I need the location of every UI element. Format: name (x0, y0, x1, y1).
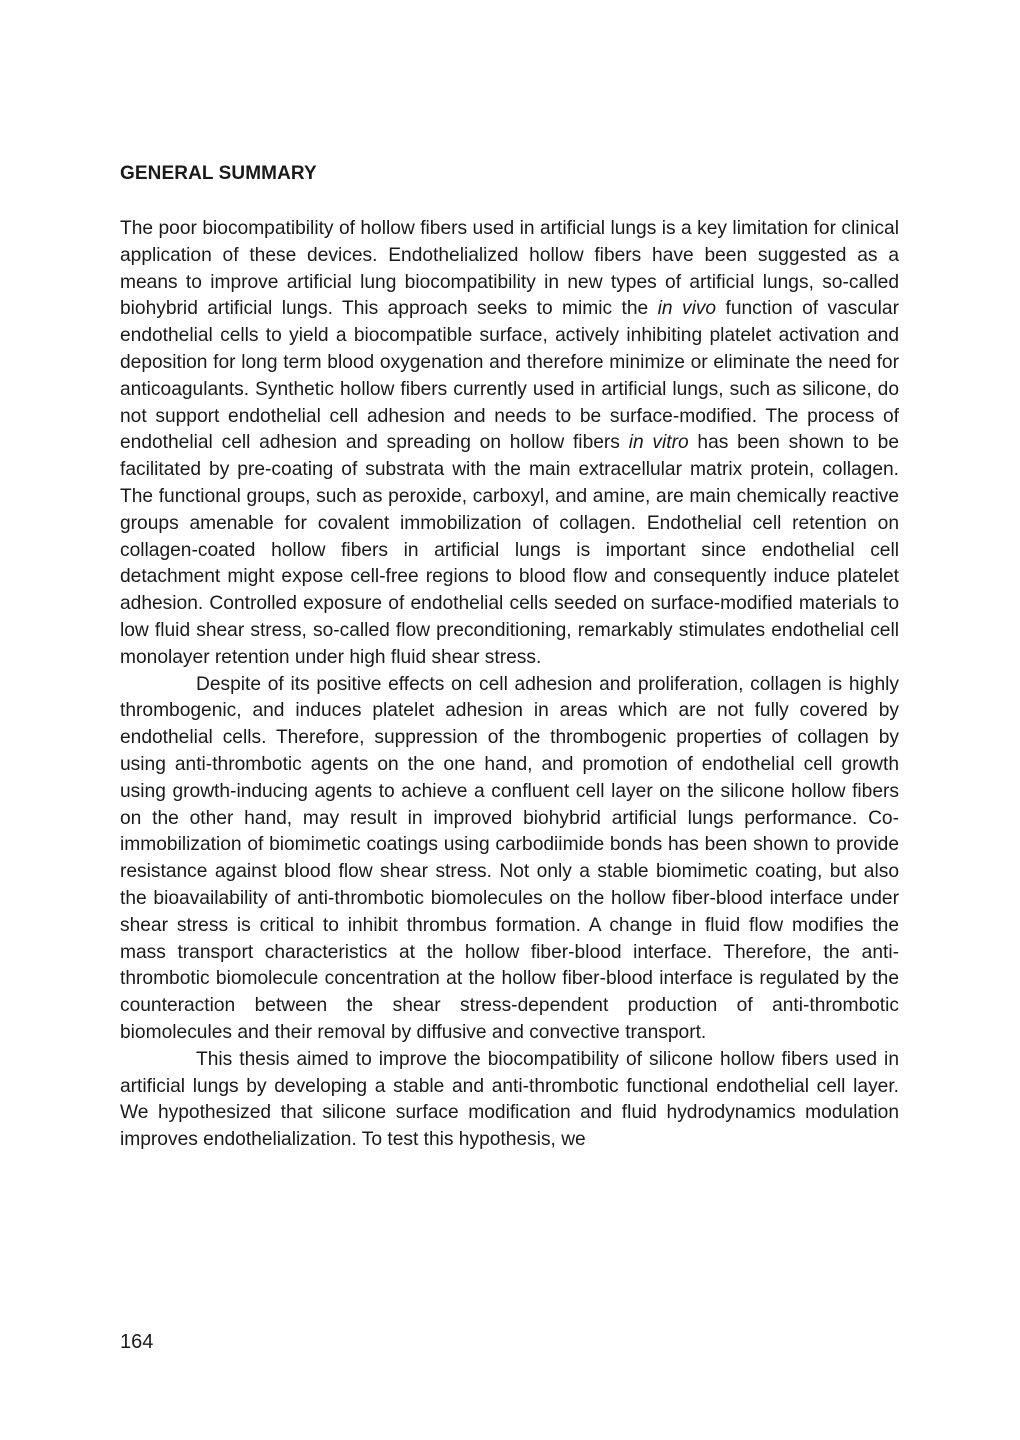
page-number: 164 (120, 1331, 154, 1353)
paragraph-1-text-b: function of vascular endothelial cells to yield a biocompatible surface, actively inhibiting platelet activation and deposition for long term blood oxygenation and therefore minimize or eliminate the need for anticoagulants. Synthetic hollow fibers currently used in artificial lungs, such as silicone, do not support endothelial cell adhesion and needs to be surface-modified. The process of endothelial cell adhesion and spreading on hollow fibers (120, 298, 899, 454)
italic-term-in-vivo: in vivo (657, 298, 717, 320)
summary-body (120, 216, 899, 1154)
paragraph-2: Despite of its positive effects on cell adhesion and proliferation, collagen is highly thrombogenic, and induces platelet adhesion in areas which are not fully covered by endothelial cells. Therefore, suppression of the thrombogenic properties of collagen by using anti-thrombotic agents on the one hand, and promotion of endothelial cell growth using growth-inducing agents to achieve a confluent cell layer on the silicone hollow fibers on the other hand, may result in improved biohybrid artificial lungs performance. Co-immobilization of biomimetic coatings using carbodiimide bonds has been shown to provide resistance against blood flow shear stress. Not only a stable biomimetic coating, but also the bioavailability of anti-thrombotic biomolecules on the hollow fiber-blood interface under shear stress is critical to inhibit thrombus formation. A change in fluid flow modifies the mass transport characteristics at the hollow fiber-blood interface. Therefore, the anti-thrombotic biomolecule concentration at the hollow fiber-blood interface is regulated by the counteraction between the shear stress-dependent production of anti-thrombotic biomolecules and their removal by diffusive and convective transport. (120, 673, 899, 1043)
paragraph-1-text-c: has been shown to be facilitated by pre-coating of substrata with the main extracellular matrix protein, collagen. The functional groups, such as peroxide, carboxyl, and amine, are main chemically reactive groups amenable for covalent immobilization of collagen. Endothelial cell retention on collagen-coated hollow fibers in artificial lungs is important since endothelial cell detachment might expose cell-free regions to blood flow and consequently induce platelet adhesion. Controlled exposure of endothelial cells seeded on surface-modified materials to low fluid shear stress, so-called flow preconditioning, remarkably stimulates endothelial cell monolayer retention under high fluid shear stress. (120, 432, 899, 668)
paragraph-1 (120, 216, 899, 672)
paragraph-3: This thesis aimed to improve the biocompatibility of silicone hollow fibers used in artificial lungs by developing a stable and anti-thrombotic functional endothelial cell layer. We hypothesized that silicone surface modification and fluid hydrodynamics modulation improves endothelialization. To test this hypothesis, we (120, 1048, 899, 1151)
paragraph-1-text-a: The poor biocompatibility of hollow fibers used in artificial lungs is a key limitation for clinical application of these devices. Endothelialized hollow fibers have been suggested as a means to improve artificial lung biocompatibility in new types of artificial lungs, so-called biohybrid artificial lungs. This approach seeks to mimic the (120, 218, 899, 320)
italic-term-in-vitro: in vitro (628, 432, 689, 454)
section-heading: GENERAL SUMMARY (120, 163, 317, 184)
